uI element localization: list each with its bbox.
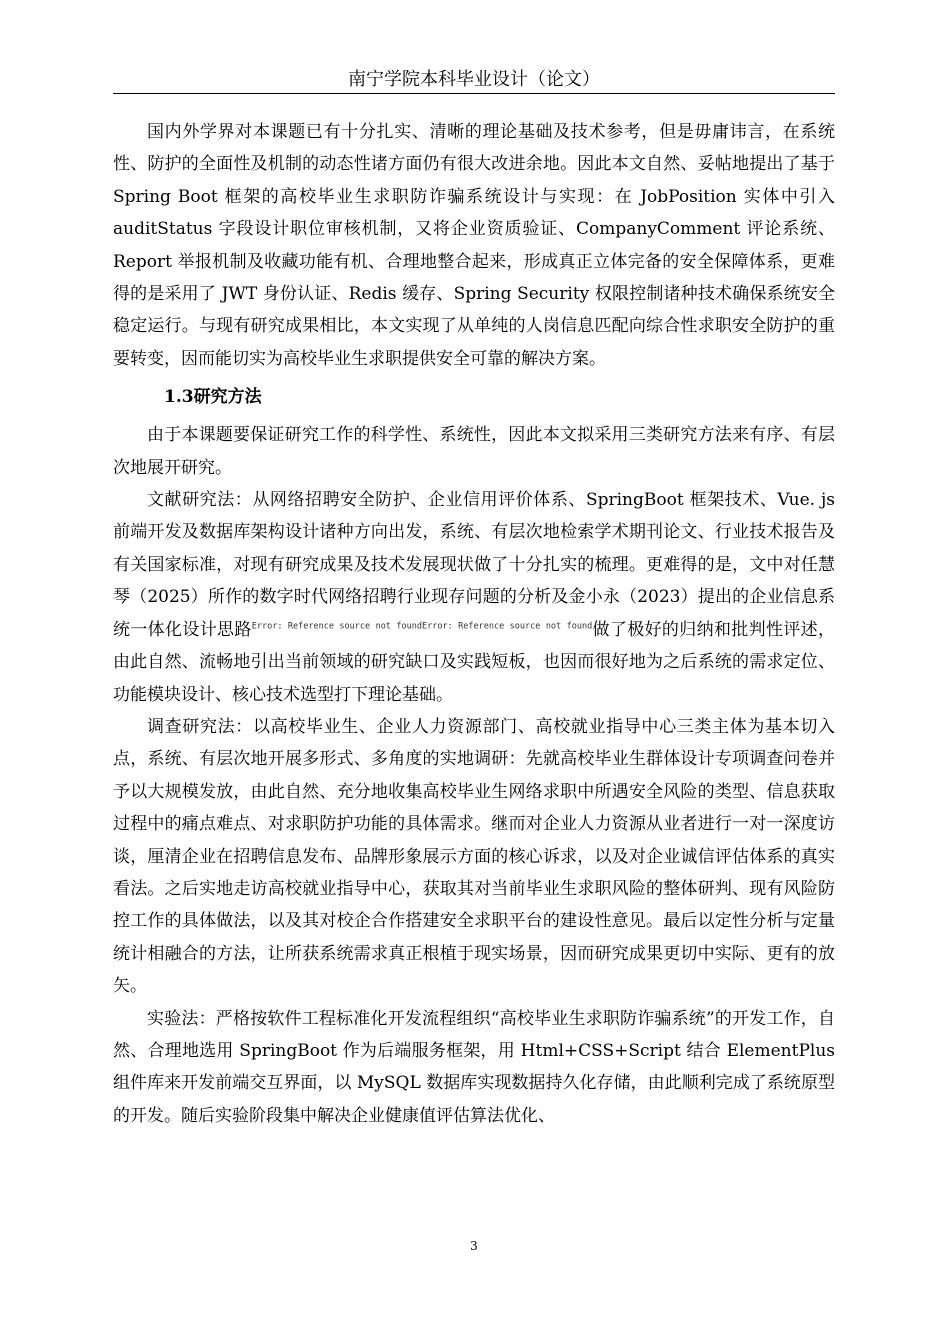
literature-text-b: 做了极好的归纳和批判性评述，由此自然、流畅地引出当前领域的研究缺口及实践短板，也因而很好地为之后系统的需求定位、功能模块设计、核心技术选型打下理论基础。 (113, 619, 835, 705)
page-number: 3 (470, 1239, 478, 1253)
paragraph-summary: 国内外学界对本课题已有十分扎实、清晰的理论基础及技术参考，但是毋庸讳言，在系统性、防护的全面性及机制的动态性诸方面仍有很大改进余地。因此本文自然、妥帖地提出了基于 Spring Boot 框架的高校毕业生求职防诈骗系统设计与实现：在 JobPosition 实体中引入 auditStatus 字段设计职位审核机制，又将企业资质验证、CompanyComment 评论系统、Report 举报机制及收藏功能有机、合理地整合起来，形成真正立体完备的安全保障体系，更难得的是采用了 JWT 身份认证、Redis 缓存、Spring Security 权限控制诸种技术确保系统安全稳定运行。与现有研究成果相比，本文实现了从单纯的人岗信息匹配向综合性求职安全防护的重要转变，因而能切实为高校毕业生求职提供安全可靠的解决方案。 (113, 122, 835, 369)
paragraph-literature-method (113, 484, 835, 711)
page-header: 南宁学院本科毕业设计（论文） (348, 69, 600, 90)
reference-error-note: Error: Reference source not foundError: Reference source not found (251, 621, 593, 632)
paragraph-methods-intro: 由于本课题要保证研究工作的科学性、系统性，因此本文拟采用三类研究方法来有序、有层次地展开研究。 (113, 425, 835, 478)
document-body (113, 116, 835, 1132)
section-heading: 1.3研究方法 (164, 387, 262, 408)
paragraph-survey-method: 调查研究法：以高校毕业生、企业人力资源部门、高校就业指导中心三类主体为基本切入点，系统、有层次地开展多形式、多角度的实地调研：先就高校毕业生群体设计专项调查问卷并予以大规模发放，由此自然、充分地收集高校毕业生网络求职中所遇安全风险的类型、信息获取过程中的痛点难点、对求职防护功能的具体需求。继而对企业人力资源从业者进行一对一深度访谈，厘清企业在招聘信息发布、品牌形象展示方面的核心诉求，以及对企业诚信评估体系的真实看法。之后实地走访高校就业指导中心，获取其对当前毕业生求职风险的整体研判、现有风险防控工作的具体做法，以及其对校企合作搭建安全求职平台的建设性意见。最后以定性分析与定量统计相融合的方法，让所获系统需求真正根植于现实场景，因而研究成果更切中实际、更有的放矢。 (113, 716, 835, 997)
literature-text-a: 文献研究法：从网络招聘安全防护、企业信用评价体系、SpringBoot 框架技术、Vue. js 前端开发及数据库架构设计诸种方向出发，系统、有层次地检索学术期刊论文、行业技术报告及有关国家标准，对现有研究成果及技术发展现状做了十分扎实的梳理。更难得的是，文中对任慧琴（2025）所作的数字时代网络招聘行业现存问题的分析及金小永（2023）提出的企业信息系统一体化设计思路 (113, 490, 835, 640)
paragraph-experiment-method: 实验法：严格按软件工程标准化开发流程组织“高校毕业生求职防诈骗系统”的开发工作，自然、合理地选用 SpringBoot 作为后端服务框架，用 Html+CSS+Script 结合 ElementPlus 组件库来开发前端交互界面，以 MySQL 数据库实现数据持久化存储，由此顺利完成了系统原型的开发。随后实验阶段集中解决企业健康值评估算法优化、 (113, 1008, 835, 1126)
header-divider (113, 93, 835, 94)
